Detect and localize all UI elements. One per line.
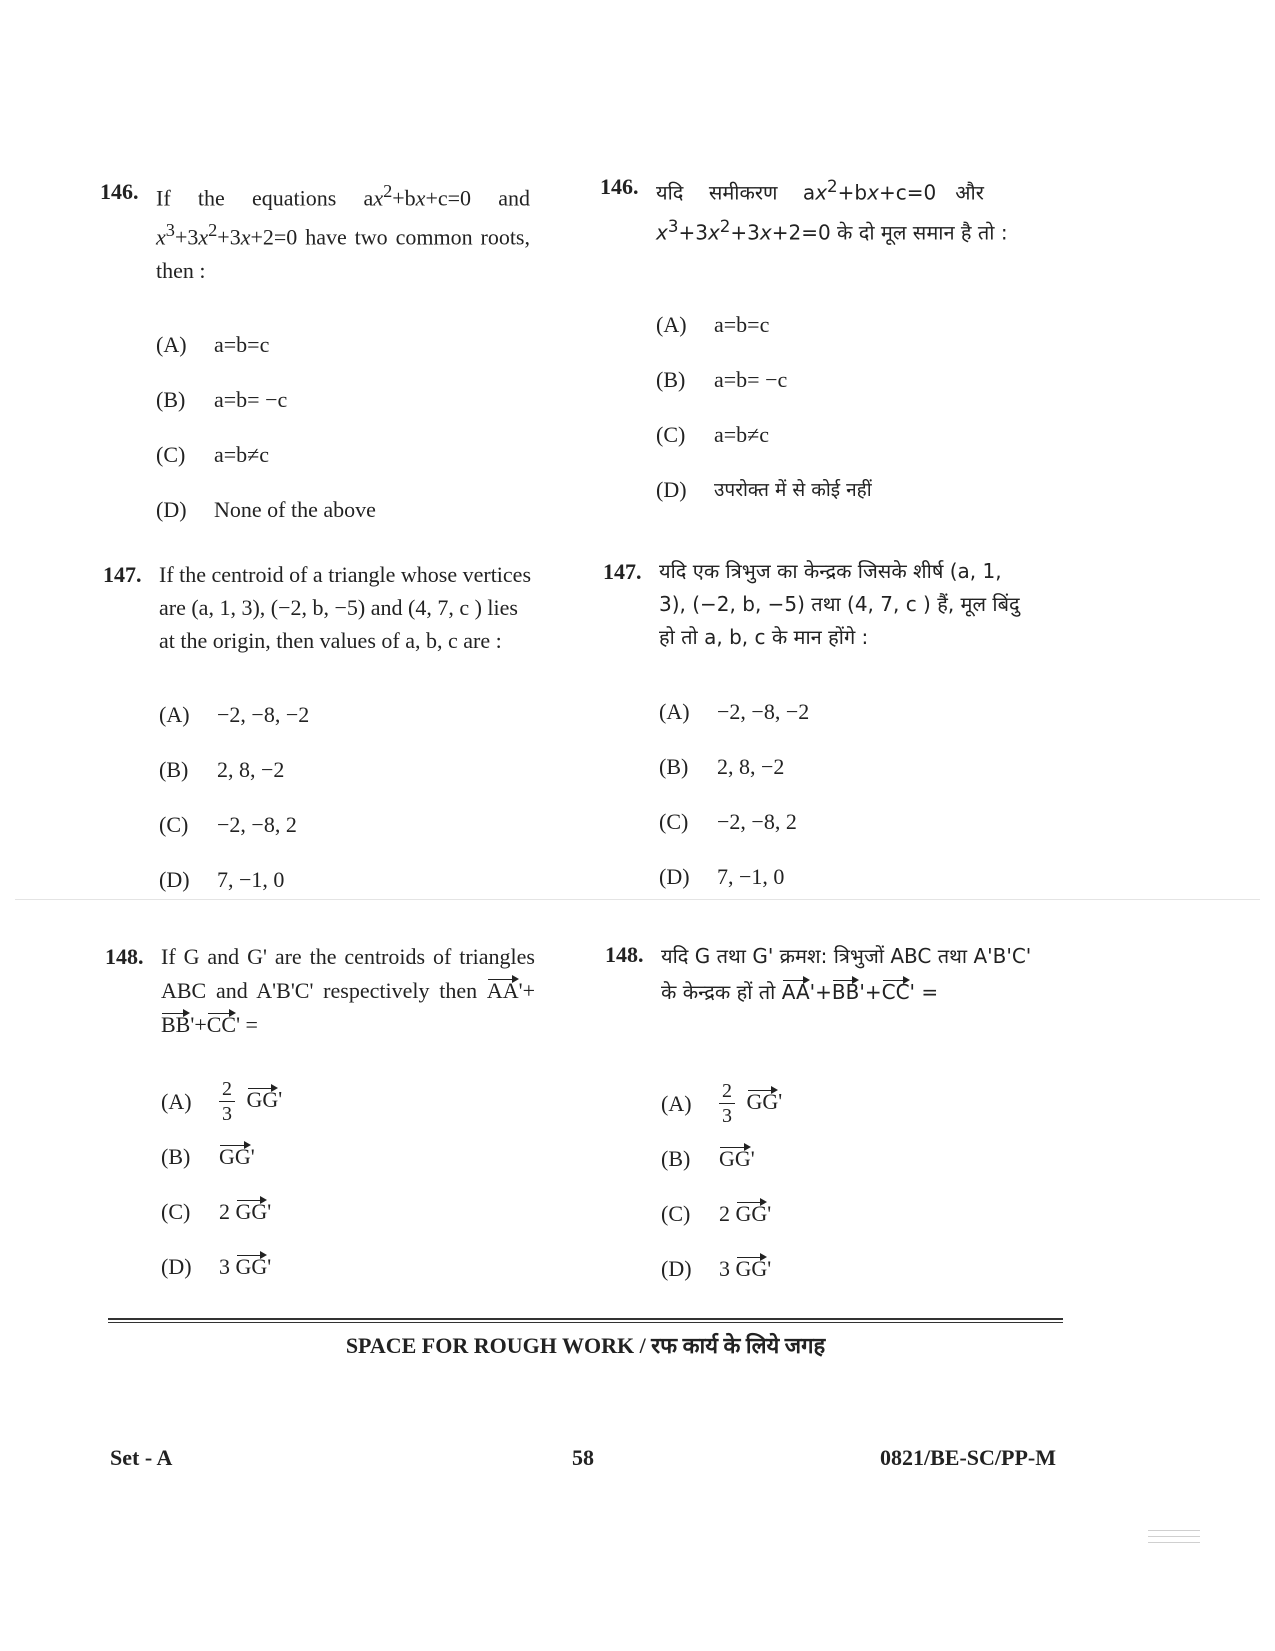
option-text: −2, −8, −2 — [717, 699, 810, 724]
option-text: 7, −1, 0 — [717, 864, 785, 889]
option — [656, 407, 1030, 462]
option-text: GG' — [719, 1142, 755, 1175]
option-label: (D) — [656, 477, 687, 503]
option-label: (A) — [661, 1091, 692, 1116]
scan-mark — [1148, 1530, 1200, 1531]
option-text: −2, −8, 2 — [717, 809, 797, 834]
option — [661, 1131, 1035, 1186]
option-label: (B) — [161, 1144, 191, 1169]
question-text: यदि एक त्रिभुज का केन्द्रक जिसके शीर्ष (a, 1, 3), (−2, b, −5) तथा (4, 7, c ) हैं, मूल बिंदु हो तो a, b, c के मान होंगे : — [659, 559, 1020, 649]
option-label: (A) — [159, 702, 190, 727]
option — [656, 462, 1030, 517]
option — [156, 372, 530, 427]
option-text: 2, 8, −2 — [217, 757, 285, 782]
option-label: (D) — [156, 496, 187, 522]
option-label: (C) — [161, 1199, 191, 1224]
question-text: यदि समीकरण $ax^2+bx+c=0$ और $x^3+3x^2+3x+2=0$ के दो मूल समान है तो : — [656, 177, 1008, 245]
option-text: 3 GG' — [219, 1250, 271, 1283]
option — [159, 797, 533, 852]
option-label: (B) — [661, 1146, 691, 1171]
option-text: a=b= −c — [714, 367, 788, 393]
question-146-english — [100, 175, 530, 537]
option — [659, 849, 1033, 904]
option — [656, 297, 1030, 352]
option-label: (A) — [659, 699, 690, 724]
option-label: (A) — [656, 312, 687, 338]
option-text: उपरोक्त में से कोई नहीं — [714, 479, 872, 502]
option-label: (D) — [661, 1256, 692, 1281]
question-number: 148. — [605, 942, 644, 967]
option-text: 2 GG' — [219, 1195, 271, 1228]
options — [161, 1074, 535, 1294]
option-label: (B) — [659, 754, 689, 779]
option-text: 2, 8, −2 — [717, 754, 785, 779]
question-number: 147. — [103, 562, 142, 587]
paper-code: 0821/BE-SC/PP-M — [880, 1445, 1056, 1470]
options — [656, 297, 1030, 517]
option-label: (A) — [161, 1089, 192, 1114]
option — [156, 427, 530, 482]
option-label: (D) — [161, 1254, 192, 1279]
option-label: (C) — [659, 809, 689, 834]
question-number: 146. — [100, 179, 139, 204]
option-text: a=b≠c — [214, 441, 270, 467]
option — [661, 1076, 1035, 1131]
question-number: 147. — [603, 559, 642, 584]
option-text: $\frac{2}{3}$ GG' — [719, 1079, 782, 1128]
option — [156, 482, 530, 537]
option — [161, 1129, 535, 1184]
option-text: None of the above — [214, 496, 376, 522]
option-label: (D) — [659, 864, 690, 889]
option — [659, 794, 1033, 849]
option-label: (B) — [656, 367, 686, 393]
question-text: यदि G तथा G' क्रमश: त्रिभुजों ABC तथा A'B'C' के केन्द्रक हों तो AA'+BB'+CC' = — [661, 944, 1032, 1004]
scan-mark — [1148, 1536, 1200, 1537]
option — [161, 1184, 535, 1239]
option — [656, 352, 1030, 407]
rough-work-label: SPACE FOR ROUGH WORK / रफ कार्य के लिये जगह — [345, 1333, 826, 1358]
option-label: (C) — [156, 441, 186, 467]
option-label: (B) — [159, 757, 189, 782]
option — [161, 1074, 535, 1129]
option-label: (C) — [661, 1201, 691, 1226]
option-label: (B) — [156, 386, 186, 412]
set-label: Set - A — [110, 1445, 173, 1470]
option-text: $\frac{2}{3}$ GG' — [219, 1077, 282, 1126]
question-number: 146. — [600, 174, 639, 199]
option — [659, 739, 1033, 794]
option — [159, 687, 533, 742]
option-text: a=b=c — [214, 331, 270, 357]
option-text: 3 GG' — [719, 1252, 771, 1285]
option-text: a=b= −c — [214, 386, 288, 412]
question-147-english — [103, 558, 533, 907]
option-label: (A) — [156, 331, 187, 357]
option-text: a=b≠c — [714, 422, 770, 448]
option-text: −2, −8, 2 — [217, 812, 297, 837]
rough-work-top-rule — [108, 1318, 1063, 1320]
question-text: If the centroid of a triangle whose vertices are (a, 1, 3), (−2, b, −5) and (4, 7, c ) lies at the origin, then values of a, b, c are : — [159, 562, 532, 653]
option-label: (D) — [159, 867, 190, 892]
option-text: a=b=c — [714, 312, 770, 338]
question-148-english — [105, 940, 535, 1294]
option — [659, 684, 1033, 739]
options — [661, 1076, 1035, 1296]
option-label: (C) — [656, 422, 686, 448]
option-text: 2 GG' — [719, 1197, 771, 1230]
option — [661, 1186, 1035, 1241]
options — [659, 684, 1033, 904]
scan-mark — [1148, 1542, 1200, 1543]
question-number: 148. — [105, 944, 144, 969]
question-text: If the equations $ax^2+bx+c=0$ and $x^3+3x^2+3x+2=0$ have two common roots, then : — [156, 181, 531, 283]
option — [159, 742, 533, 797]
page-number: 58 — [572, 1445, 594, 1470]
question-147-hindi — [603, 555, 1033, 904]
option-text: −2, −8, −2 — [217, 702, 310, 727]
question-146-hindi — [600, 170, 1030, 517]
option — [156, 317, 530, 372]
options — [156, 317, 530, 537]
option-text: 7, −1, 0 — [217, 867, 285, 892]
option — [661, 1241, 1035, 1296]
question-text: If G and G' are the centroids of triangles ABC and A'B'C' respectively then AA'+BB'+CC' = — [161, 944, 535, 1037]
rough-work-top-rule-thin — [108, 1322, 1063, 1323]
option-text: GG' — [219, 1140, 255, 1173]
option-label: (C) — [159, 812, 189, 837]
question-148-hindi — [605, 938, 1035, 1296]
section-divider — [15, 899, 1260, 900]
option — [161, 1239, 535, 1294]
options — [159, 687, 533, 907]
